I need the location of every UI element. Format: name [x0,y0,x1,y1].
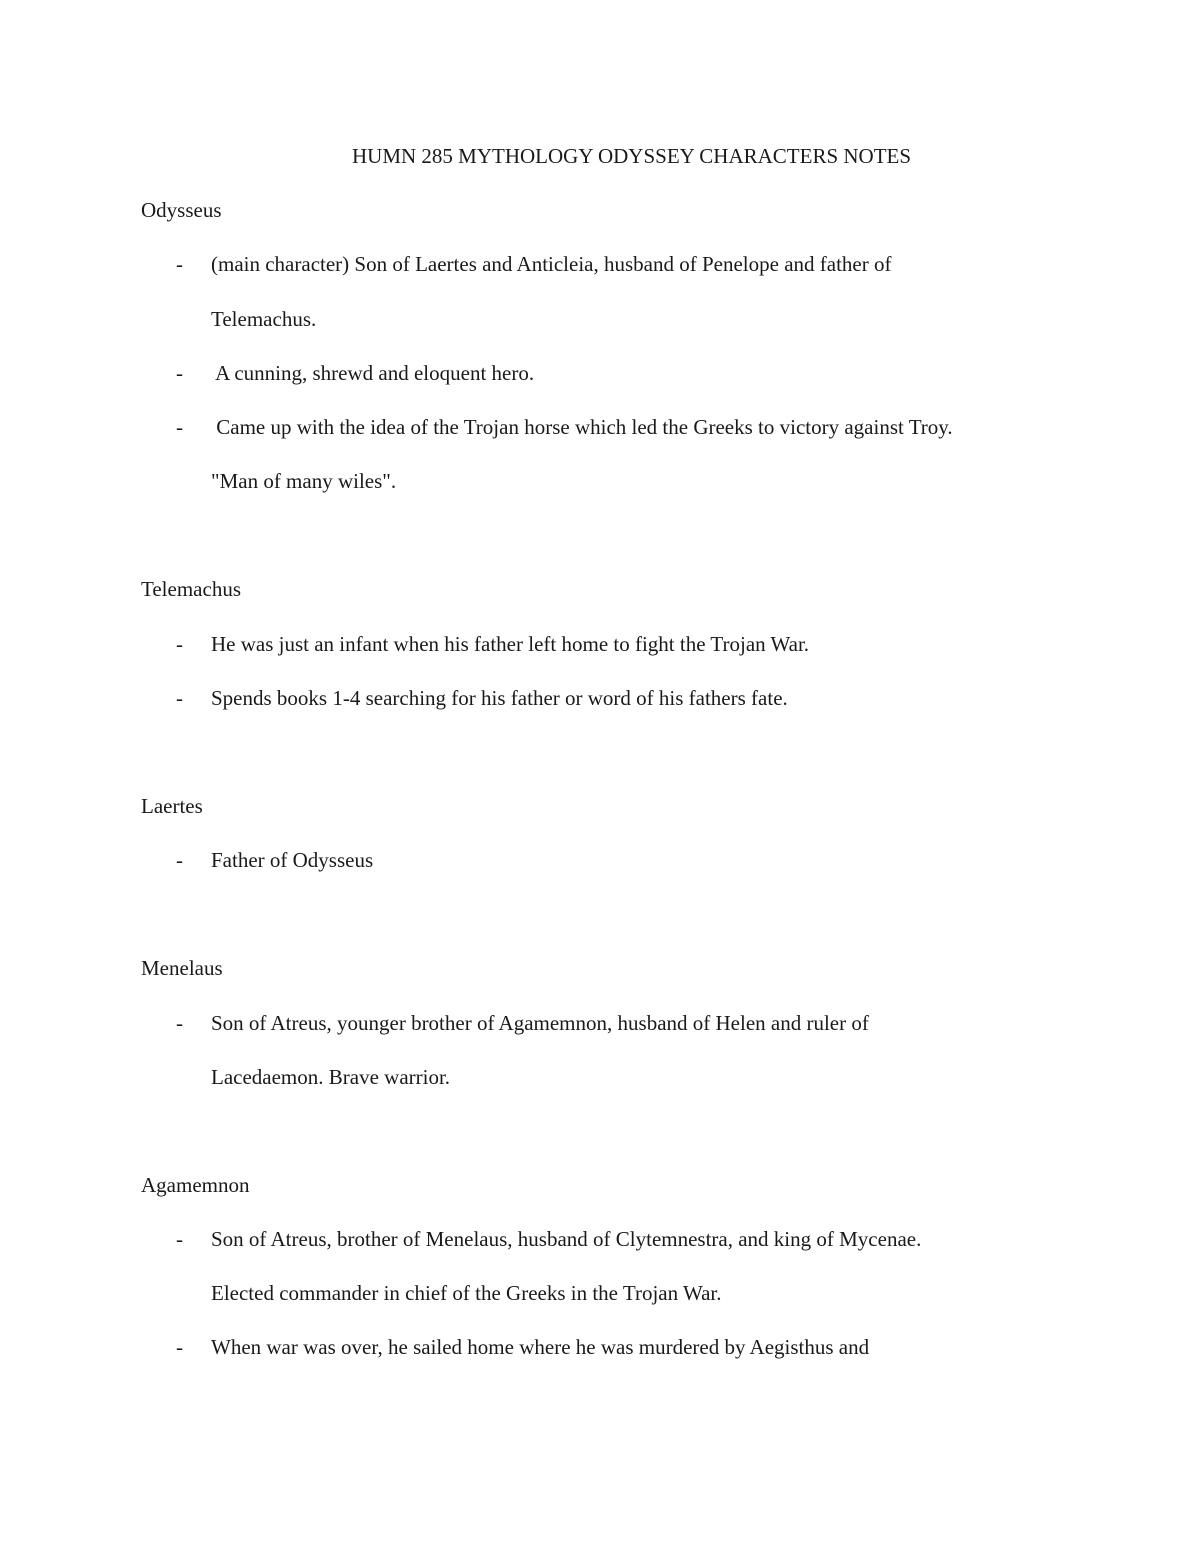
bullet-marker: - [176,1011,183,1035]
bullet-marker: - [176,415,183,439]
section-heading-menelaus: Menelaus [141,956,223,980]
bullet-marker: - [176,1335,183,1359]
bullet-text: He was just an infant when his father left home to fight the Trojan War. [211,632,810,656]
bullet-text-continued: Telemachus. [211,307,317,331]
bullet-text: A cunning, shrewd and eloquent hero. [211,361,535,385]
bullet-marker: - [176,361,183,385]
bullet-text: (main character) Son of Laertes and Anticleia, husband of Penelope and father of [211,252,892,276]
document-title: HUMN 285 MYTHOLOGY ODYSSEY CHARACTERS NOTES [352,144,912,168]
bullet-text: When war was over, he sailed home where he was murdered by Aegisthus and [211,1335,870,1359]
bullet-text: Son of Atreus, younger brother of Agamemnon, husband of Helen and ruler of [211,1011,869,1035]
section-heading-odysseus: Odysseus [141,198,222,222]
bullet-marker: - [176,686,183,710]
bullet-text-continued: "Man of many wiles". [211,469,397,493]
bullet-text: Father of Odysseus [211,848,374,872]
bullet-text: Came up with the idea of the Trojan horse which led the Greeks to victory against Troy. [211,415,953,439]
bullet-text-continued: Lacedaemon. Brave warrior. [211,1065,451,1089]
section-heading-agamemnon: Agamemnon [141,1173,250,1197]
section-heading-telemachus: Telemachus [141,577,241,601]
bullet-marker: - [176,252,183,276]
bullet-text: Son of Atreus, brother of Menelaus, husband of Clytemnestra, and king of Mycenae. [211,1227,922,1251]
bullet-text-continued: Elected commander in chief of the Greeks in the Trojan War. [211,1281,722,1305]
bullet-marker: - [176,1227,183,1251]
bullet-marker: - [176,632,183,656]
section-heading-laertes: Laertes [141,794,203,818]
bullet-marker: - [176,848,183,872]
bullet-text: Spends books 1-4 searching for his father or word of his fathers fate. [211,686,788,710]
